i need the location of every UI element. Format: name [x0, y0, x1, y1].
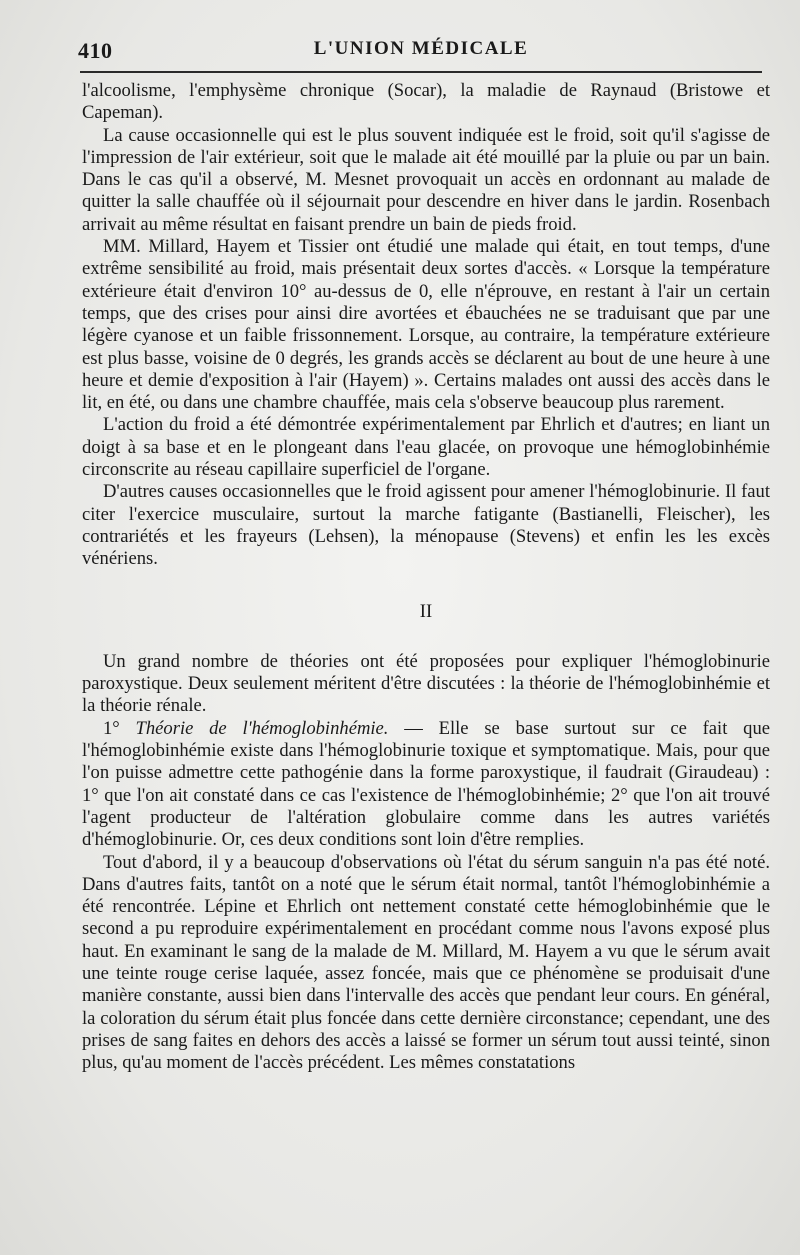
body-text — [82, 80, 770, 1074]
paragraph: La cause occasionnelle qui est le plus souvent indiquée est le froid, soit qu'il s'agisse de l'impression de l'air extérieur, soit que le malade ait été mouillé par la pluie ou par un bain. Dans le cas qu'il a observé, M. Mesnet provoquait un accès en ordonnant au malade de quitter la salle chauffée où il séjournait pour descendre en hiver dans le jardin. Rosenbach arrivait au même résultat en faisant prendre un bain de pieds froid. — [82, 124, 770, 235]
paragraph: l'alcoolisme, l'emphysème chronique (Socar), la maladie de Raynaud (Bristowe et Capeman). — [82, 80, 770, 124]
theory-paragraph — [82, 718, 770, 852]
theory-number: 1° — [103, 717, 136, 739]
paragraph: Un grand nombre de théories ont été proposées pour expliquer l'hémoglobinurie paroxystique. Deux seulement méritent d'être discutées : la théorie de l'hémoglobinhémie et la théorie rénale. — [82, 650, 770, 717]
header-rule — [80, 71, 762, 73]
paragraph: MM. Millard, Hayem et Tissier ont étudié une malade qui était, en tout temps, d'une extrême sensibilité au froid, mais présentait deux sortes d'accès. « Lorsque la température extérieure était d'environ 10° au-dessus de 0, elle n'éprouve, en restant à l'air un certain temps, que des crises pour ainsi dire avortées et ébauchées ne se traduisant que par une légère cyanose et un faible frissonnement. Lorsque, au contraire, la température extérieure est plus basse, voisine de 0 degrés, les grands accès se déclarent au bout de une heure à une heure et demie d'exposition à l'air (Hayem) ». Certains malades ont aussi des accès dans le lit, en été, ou dans une chambre chauffée, mais cela s'observe beaucoup plus rarement. — [82, 236, 770, 414]
theory-title: Théorie de l'hémoglobinhémie. — [135, 717, 389, 739]
page-header — [78, 34, 764, 66]
theory-text: — Elle se base surtout sur ce fait que l'hémoglobinhémie existe dans l'hémoglobinurie toxique et symptomatique. Mais, pour que l'on puisse admettre cette pathogénie dans la forme paroxystique, il faudrait (Giraudeau) : 1° que l'on ait constaté dans ce cas l'existence de l'hémoglobinhémie; 2° que l'on ait trouvé l'agent producteur de l'altération globulaire comme dans les autres variétés d'hémoglobinurie. Or, ces deux conditions sont loin d'être remplies. — [82, 717, 771, 851]
paragraph: D'autres causes occasionnelles que le froid agissent pour amener l'hémoglobinurie. Il faut citer l'exercice musculaire, surtout la marche fatigante (Bastianelli, Fleischer), les contrariétés et les frayeurs (Lehsen), la ménopause (Stevens) et enfin les les excès vénériens. — [82, 481, 770, 570]
paragraph: L'action du froid a été démontrée expérimentalement par Ehrlich et d'autres; en liant un doigt à sa base et en le plongeant dans l'eau glacée, on provoque une hémoglobinhémie circonscrite au réseau capillaire superficiel de l'organe. — [82, 414, 770, 481]
section-number: II — [419, 600, 433, 622]
page-number: 410 — [78, 38, 113, 63]
running-title: L'UNION MÉDICALE — [313, 38, 529, 59]
paragraph: Tout d'abord, il y a beaucoup d'observations où l'état du sérum sanguin n'a pas été noté. Dans d'autres faits, tantôt on a noté que le sérum était normal, tantôt l'hémoglobinhémie a été rencontrée. Lépine et Ehrlich ont nettement constaté cette hémoglobinhémie que le second a pu reproduire expérimentalement en procédant comme nous l'avons exposé plus haut. En examinant le sang de la malade de M. Millard, M. Hayem a vu que le sérum avait une teinte rouge cerise laquée, assez foncée, mais que ce phénomène se produisait d'une manière constante, aussi bien dans l'intervalle des accès que pendant leur cours. En général, la coloration du sérum était plus foncée dans cette dernière circonstance; cependant, une des prises de sang faites en dehors des accès a laissé se former un sérum tout aussi teinté, sinon plus, qu'au moment de l'accès précédent. Les mêmes constatations — [82, 851, 770, 1074]
